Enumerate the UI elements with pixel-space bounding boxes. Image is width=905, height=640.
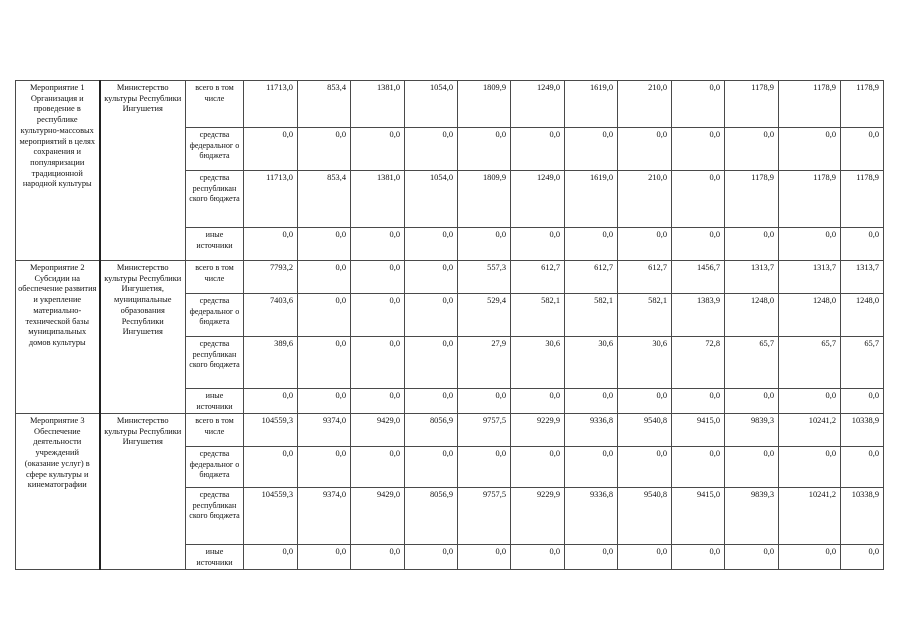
table-row: [16, 81, 884, 128]
budget-value-cell: 9415,0: [672, 414, 725, 447]
budget-value-cell: 8056,9: [405, 414, 458, 447]
budget-value-cell: 1178,9: [841, 171, 884, 228]
budget-value-cell: 0,0: [298, 447, 351, 488]
budget-value-cell: 0,0: [458, 389, 511, 414]
budget-value-cell: 9229,9: [511, 488, 565, 545]
budget-value-cell: 0,0: [618, 389, 672, 414]
budget-value-cell: 8056,9: [405, 488, 458, 545]
budget-value-cell: 0,0: [565, 447, 618, 488]
budget-value-cell: 0,0: [405, 447, 458, 488]
budget-value-cell: 0,0: [405, 294, 458, 337]
budget-value-cell: 0,0: [244, 389, 298, 414]
budget-value-cell: 0,0: [565, 228, 618, 261]
budget-value-cell: 0,0: [351, 128, 405, 171]
budget-value-cell: 0,0: [244, 128, 298, 171]
budget-value-cell: 0,0: [672, 389, 725, 414]
budget-value-cell: 0,0: [672, 81, 725, 128]
measure-name: Мероприятие 3 Обеспечение деятельности учреждений (оказание услуг) в сфере культуры и кинематографии: [16, 414, 100, 570]
budget-value-cell: 612,7: [618, 261, 672, 294]
budget-value-cell: 0,0: [351, 228, 405, 261]
funding-source-label: иные источники: [186, 389, 244, 414]
budget-value-cell: 9839,3: [725, 488, 779, 545]
budget-value-cell: 0,0: [244, 447, 298, 488]
budget-value-cell: 0,0: [725, 128, 779, 171]
budget-value-cell: 0,0: [298, 128, 351, 171]
funding-source-label: всего в том числе: [186, 261, 244, 294]
budget-value-cell: 0,0: [511, 389, 565, 414]
budget-value-cell: 11713,0: [244, 171, 298, 228]
budget-value-cell: 0,0: [672, 171, 725, 228]
budget-value-cell: 72,8: [672, 337, 725, 389]
budget-value-cell: 0,0: [405, 545, 458, 570]
budget-value-cell: 30,6: [618, 337, 672, 389]
budget-value-cell: 1178,9: [725, 81, 779, 128]
budget-value-cell: 0,0: [672, 545, 725, 570]
budget-value-cell: 0,0: [298, 261, 351, 294]
budget-value-cell: 1456,7: [672, 261, 725, 294]
budget-value-cell: 0,0: [351, 294, 405, 337]
budget-value-cell: 0,0: [565, 128, 618, 171]
budget-value-cell: 612,7: [511, 261, 565, 294]
budget-value-cell: 1249,0: [511, 81, 565, 128]
budget-value-cell: 0,0: [841, 447, 884, 488]
funding-source-label: средства республикан ского бюджета: [186, 337, 244, 389]
budget-value-cell: 0,0: [244, 228, 298, 261]
table-row: [16, 414, 884, 447]
budget-value-cell: 0,0: [458, 545, 511, 570]
budget-value-cell: 0,0: [405, 337, 458, 389]
budget-value-cell: 0,0: [779, 228, 841, 261]
budget-value-cell: 1178,9: [725, 171, 779, 228]
measure-name: Мероприятие 2 Субсидии на обеспечение развития и укрепление материально-технической базы муниципальных домов культуры: [16, 261, 100, 414]
budget-value-cell: 0,0: [841, 228, 884, 261]
budget-value-cell: 9415,0: [672, 488, 725, 545]
budget-value-cell: 0,0: [725, 447, 779, 488]
budget-value-cell: 0,0: [298, 389, 351, 414]
budget-value-cell: 0,0: [672, 228, 725, 261]
budget-value-cell: 0,0: [779, 545, 841, 570]
budget-value-cell: 65,7: [779, 337, 841, 389]
budget-value-cell: 0,0: [672, 447, 725, 488]
budget-value-cell: 1313,7: [725, 261, 779, 294]
budget-value-cell: 1178,9: [779, 81, 841, 128]
budget-value-cell: 0,0: [511, 228, 565, 261]
budget-value-cell: 9757,5: [458, 488, 511, 545]
budget-value-cell: 0,0: [725, 389, 779, 414]
budget-value-cell: 1313,7: [841, 261, 884, 294]
budget-value-cell: 0,0: [458, 447, 511, 488]
budget-value-cell: 0,0: [841, 545, 884, 570]
budget-value-cell: 9757,5: [458, 414, 511, 447]
budget-value-cell: 0,0: [618, 128, 672, 171]
budget-value-cell: 9229,9: [511, 414, 565, 447]
budget-value-cell: 0,0: [351, 447, 405, 488]
budget-value-cell: 0,0: [779, 447, 841, 488]
budget-value-cell: 1249,0: [511, 171, 565, 228]
budget-value-cell: 0,0: [351, 389, 405, 414]
budget-value-cell: 65,7: [841, 337, 884, 389]
budget-value-cell: 0,0: [405, 228, 458, 261]
table-row: [16, 261, 884, 294]
budget-value-cell: 0,0: [725, 545, 779, 570]
budget-value-cell: 9374,0: [298, 488, 351, 545]
budget-value-cell: 104559,3: [244, 488, 298, 545]
budget-value-cell: 0,0: [298, 228, 351, 261]
budget-value-cell: 1178,9: [841, 81, 884, 128]
budget-value-cell: 582,1: [565, 294, 618, 337]
budget-value-cell: 0,0: [405, 389, 458, 414]
budget-value-cell: 0,0: [351, 545, 405, 570]
budget-value-cell: 0,0: [779, 389, 841, 414]
budget-value-cell: 0,0: [351, 261, 405, 294]
budget-value-cell: 7793,2: [244, 261, 298, 294]
budget-value-cell: 612,7: [565, 261, 618, 294]
budget-value-cell: 30,6: [565, 337, 618, 389]
budget-value-cell: 853,4: [298, 81, 351, 128]
budget-value-cell: 1383,9: [672, 294, 725, 337]
budget-value-cell: 0,0: [672, 128, 725, 171]
funding-source-label: иные источники: [186, 228, 244, 261]
budget-value-cell: 0,0: [298, 337, 351, 389]
budget-value-cell: 9540,8: [618, 414, 672, 447]
budget-value-cell: 0,0: [841, 389, 884, 414]
budget-value-cell: 0,0: [298, 545, 351, 570]
budget-value-cell: 0,0: [565, 389, 618, 414]
budget-value-cell: 9374,0: [298, 414, 351, 447]
responsible-organization: Министерство культуры Республики Ингушетия: [100, 81, 186, 261]
budget-value-cell: 7403,6: [244, 294, 298, 337]
budget-value-cell: 10338,9: [841, 414, 884, 447]
budget-value-cell: 0,0: [511, 128, 565, 171]
funding-source-label: средства республикан ского бюджета: [186, 488, 244, 545]
budget-value-cell: 10241,2: [779, 414, 841, 447]
budget-value-cell: 10338,9: [841, 488, 884, 545]
budget-value-cell: 9336,8: [565, 414, 618, 447]
table-body: [16, 81, 884, 570]
budget-value-cell: 210,0: [618, 81, 672, 128]
budget-value-cell: 0,0: [618, 545, 672, 570]
budget-value-cell: 0,0: [405, 128, 458, 171]
budget-value-cell: 0,0: [618, 447, 672, 488]
budget-value-cell: 1178,9: [779, 171, 841, 228]
funding-source-label: иные источники: [186, 545, 244, 570]
budget-table: [15, 80, 884, 570]
measure-name: Мероприятие 1 Организация и проведение в республике культурно-массовых мероприятий в целях сохранения и популяризации традиционной народной культуры: [16, 81, 100, 261]
budget-value-cell: 30,6: [511, 337, 565, 389]
budget-value-cell: 0,0: [779, 128, 841, 171]
budget-value-cell: 0,0: [458, 228, 511, 261]
budget-value-cell: 0,0: [565, 545, 618, 570]
budget-value-cell: 529,4: [458, 294, 511, 337]
budget-value-cell: 0,0: [841, 128, 884, 171]
budget-value-cell: 389,6: [244, 337, 298, 389]
budget-value-cell: 104559,3: [244, 414, 298, 447]
budget-value-cell: 1619,0: [565, 81, 618, 128]
funding-source-label: всего в том числе: [186, 414, 244, 447]
budget-value-cell: 9839,3: [725, 414, 779, 447]
funding-source-label: средства республикан ского бюджета: [186, 171, 244, 228]
budget-value-cell: 557,3: [458, 261, 511, 294]
budget-value-cell: 11713,0: [244, 81, 298, 128]
budget-value-cell: 1381,0: [351, 171, 405, 228]
budget-value-cell: 0,0: [405, 261, 458, 294]
budget-value-cell: 1809,9: [458, 171, 511, 228]
funding-source-label: средства федеральног о бюджета: [186, 128, 244, 171]
budget-value-cell: 0,0: [725, 228, 779, 261]
budget-value-cell: 0,0: [511, 545, 565, 570]
responsible-organization: Министерство культуры Республики Ингушетия: [100, 414, 186, 570]
budget-value-cell: 1619,0: [565, 171, 618, 228]
budget-value-cell: 853,4: [298, 171, 351, 228]
budget-value-cell: 210,0: [618, 171, 672, 228]
budget-value-cell: 0,0: [511, 447, 565, 488]
budget-value-cell: 582,1: [511, 294, 565, 337]
budget-value-cell: 1248,0: [841, 294, 884, 337]
budget-value-cell: 0,0: [618, 228, 672, 261]
budget-value-cell: 1809,9: [458, 81, 511, 128]
budget-value-cell: 10241,2: [779, 488, 841, 545]
budget-value-cell: 0,0: [244, 545, 298, 570]
budget-value-cell: 65,7: [725, 337, 779, 389]
budget-value-cell: 9429,0: [351, 488, 405, 545]
budget-value-cell: 1381,0: [351, 81, 405, 128]
budget-value-cell: 1054,0: [405, 81, 458, 128]
budget-value-cell: 1313,7: [779, 261, 841, 294]
budget-value-cell: 0,0: [458, 128, 511, 171]
budget-value-cell: 9540,8: [618, 488, 672, 545]
responsible-organization: Министерство культуры Республики Ингушетия, муниципальные образования Республики Ингушетия: [100, 261, 186, 414]
budget-value-cell: 27,9: [458, 337, 511, 389]
budget-value-cell: 582,1: [618, 294, 672, 337]
budget-value-cell: 1248,0: [725, 294, 779, 337]
budget-value-cell: 1248,0: [779, 294, 841, 337]
budget-value-cell: 9336,8: [565, 488, 618, 545]
funding-source-label: средства федеральног о бюджета: [186, 447, 244, 488]
budget-value-cell: 9429,0: [351, 414, 405, 447]
budget-value-cell: 0,0: [298, 294, 351, 337]
budget-value-cell: 0,0: [351, 337, 405, 389]
funding-source-label: средства федеральног о бюджета: [186, 294, 244, 337]
funding-source-label: всего в том числе: [186, 81, 244, 128]
budget-value-cell: 1054,0: [405, 171, 458, 228]
